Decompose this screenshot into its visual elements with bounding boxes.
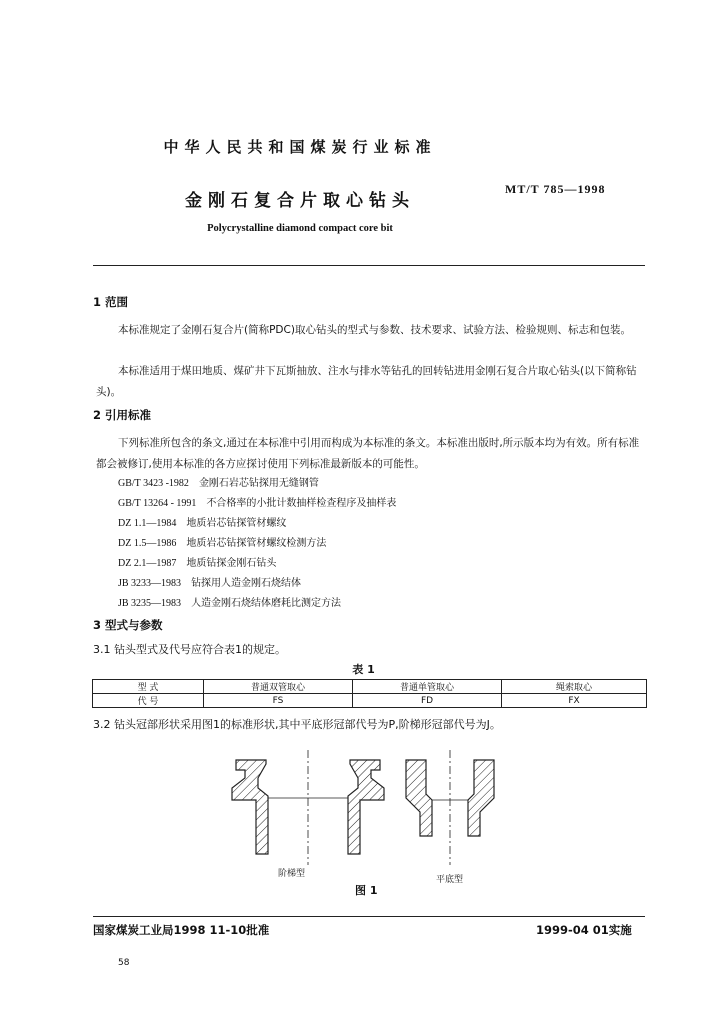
section-1-paragraph-2: 本标准适用于煤田地质、煤矿井下瓦斯抽放、注水与排水等钻孔的回转钻进用金刚石复合片取心钻头(以下简称钻头)。 [96,365,637,398]
table-cell: FX [502,694,647,708]
reference-title: 不合格率的小批计数抽样检查程序及抽样表 [206,498,397,509]
page-number: 58 [118,958,130,968]
clause-3-1: 3.1 钻头型式及代号应符合表1的规定。 [93,643,286,656]
section-3-heading: 3 型式与参数 [93,618,163,632]
bit-crown-figure [200,740,540,880]
table-row [93,680,647,694]
table-cell: 代 号 [93,694,204,708]
reference-code: DZ 2.1—1987 [118,558,177,569]
table-row [93,694,647,708]
standard-org-title: 中华人民共和国煤炭行业标准 [163,138,437,156]
flat-crown-drawing [406,750,494,865]
figure-label-stepped: 阶梯型 [278,869,306,879]
figure-caption: 图 1 [355,884,378,897]
standard-code: MT/T 785—1998 [505,182,606,196]
reference-title: 地质钻探金刚石钻头 [186,558,277,569]
table-caption: 表 1 [352,663,375,676]
header-rule [93,265,645,266]
reference-item [118,594,341,609]
approval-date: 国家煤炭工业局1998 11-10批准 [93,923,270,937]
reference-title: 钻探用人造金刚石烧结体 [191,578,302,589]
section-2-paragraph: 下列标准所包含的条文,通过在本标准中引用而构成为本标准的条文。本标准出版时,所示版本均为有效。所有标准都会被修订,使用本标准的各方应探讨使用下列标准最新版本的可能性。 [96,437,640,470]
reference-code: JB 3233—1983 [118,578,182,589]
document-title: 金刚石复合片取心钻头 [185,191,415,211]
reference-code: DZ 1.5—1986 [118,538,177,549]
section-1-paragraph-1: 本标准规定了金刚石复合片(简称PDC)取心钻头的型式与参数、技术要求、试验方法、检验规则、标志和包装。 [118,324,631,336]
reference-item [118,534,326,549]
reference-item [118,574,301,589]
reference-title: 地质岩芯钻探管材螺纹检测方法 [186,538,327,549]
table-cell: FS [204,694,353,708]
table-cell: FD [353,694,502,708]
reference-code: GB/T 13264 - 1991 [118,498,197,509]
type-code-table [92,679,647,708]
table-cell: 型 式 [93,680,204,694]
reference-item [118,494,396,509]
implementation-date: 1999-04 01实施 [536,923,632,937]
stepped-crown-drawing [232,750,384,865]
footer-rule [93,916,645,917]
table-cell: 普通双管取心 [204,680,353,694]
reference-title: 金刚石岩芯钻探用无缝钢管 [198,478,319,489]
table-cell: 普通单管取心 [353,680,502,694]
clause-3-2: 3.2 钻头冠部形状采用图1的标准形状,其中平底形冠部代号为P,阶梯形冠部代号为J。 [93,718,501,731]
reference-title: 地质岩芯钻探管材螺纹 [186,518,287,529]
reference-item [118,474,319,489]
section-2-heading: 2 引用标准 [93,408,152,422]
reference-code: GB/T 3423 -1982 [118,478,189,489]
reference-title: 人造金刚石烧结体磨耗比测定方法 [191,598,342,609]
reference-code: JB 3235—1983 [118,598,182,609]
english-title: Polycrystalline diamond compact core bit [207,223,393,234]
reference-code: DZ 1.1—1984 [118,518,177,529]
table-cell: 绳索取心 [502,680,647,694]
reference-item [118,514,286,529]
figure-label-flat: 平底型 [436,875,464,885]
reference-item [118,554,276,569]
section-1-heading: 1 范围 [93,295,129,309]
